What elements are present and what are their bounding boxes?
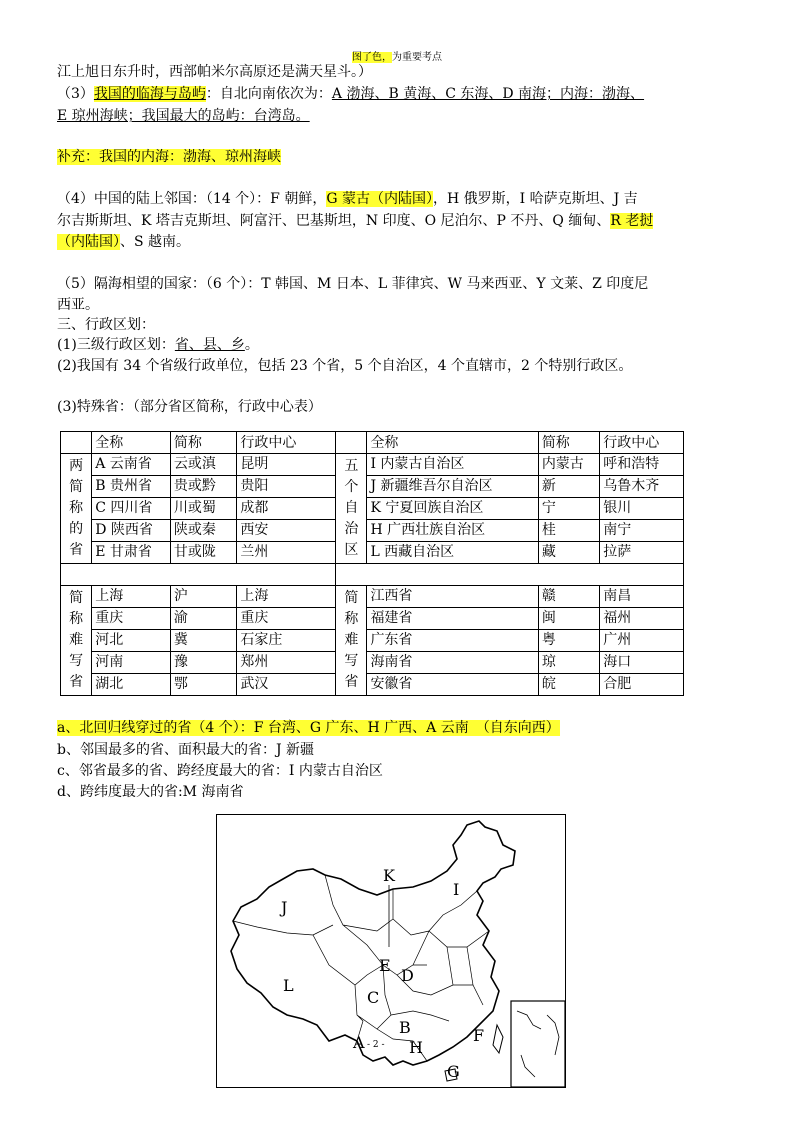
neighbors-text-a: （4）中国的陆上邻国：（14 个）：F 朝鲜， xyxy=(57,191,327,207)
header-capital-2: 行政中心 xyxy=(600,432,684,454)
header-capital: 行政中心 xyxy=(237,432,336,454)
col-fullname-d xyxy=(367,586,538,696)
col-capital-d xyxy=(600,586,684,696)
cell: 江西省 xyxy=(367,586,537,608)
cell: 内蒙古 xyxy=(539,454,599,476)
cell: 冀 xyxy=(171,630,237,652)
cell: 贵或黔 xyxy=(171,476,237,498)
neighbors-mongolia: G 蒙古（内陆国） xyxy=(326,191,433,207)
neighbors-landlocked: （内陆国） xyxy=(57,234,120,250)
cell: E 甘肃省 xyxy=(95,544,152,560)
text-line-1: 江上旭日东升时，西部帕米尔高原还是满天星斗。） xyxy=(57,64,372,80)
page-number: - 2 - xyxy=(367,1040,385,1050)
cell: 武汉 xyxy=(240,676,269,692)
cell: 云或滇 xyxy=(171,454,237,476)
cell: 海南省 xyxy=(367,652,537,674)
header-abbrev-2: 简称 xyxy=(538,432,599,454)
cell: 上海 xyxy=(92,586,170,608)
col-abbrev-a xyxy=(170,454,237,564)
cell: 重庆 xyxy=(92,608,170,630)
map-label-j: J xyxy=(281,898,288,917)
cell: 皖 xyxy=(541,676,556,692)
south-china-sea-inset xyxy=(511,1001,565,1087)
table-block-bottom xyxy=(61,586,684,696)
cell: 昆明 xyxy=(237,454,335,476)
cell: 贵阳 xyxy=(237,476,335,498)
sea-neighbors-line-2: 西亚。 xyxy=(57,297,99,313)
cell: 海口 xyxy=(600,652,683,674)
cell: 西安 xyxy=(237,520,335,542)
cell: 河南 xyxy=(92,652,170,674)
neighbors-line-2 xyxy=(57,212,653,230)
col-capital-a xyxy=(237,454,336,564)
col-fullname-b xyxy=(367,454,538,564)
side-label-autonomous: 五个自治区 xyxy=(336,454,367,564)
note-c: c、邻省最多的省、跨经度最大的省：I 内蒙古自治区 xyxy=(57,763,383,779)
map-label-b: B xyxy=(399,1018,411,1037)
cell: 合肥 xyxy=(603,676,632,692)
cell: 渝 xyxy=(171,608,237,630)
note-d: d、跨纬度最大的省:M 海南省 xyxy=(57,784,244,800)
cell: 南昌 xyxy=(600,586,683,608)
sea-neighbors-line-1: （5）隔海相望的国家：（6 个）：T 韩国、M 日本、L 菲律宾、W 马来西亚、Y 文莱、Z 印度尼 xyxy=(57,276,649,292)
cell: 闽 xyxy=(539,608,599,630)
cell: 桂 xyxy=(539,520,599,542)
cell: 川或蜀 xyxy=(171,498,237,520)
map-label-k: K xyxy=(383,866,395,885)
cell: 新 xyxy=(539,476,599,498)
cell: 甘或陇 xyxy=(173,544,216,560)
cell: A 云南省 xyxy=(92,454,170,476)
cell: 兰州 xyxy=(240,544,269,560)
seas-list: A 渤海、B 黄海、C 东海、D 南海；内海：渤海、 xyxy=(331,86,645,102)
cell: 广东省 xyxy=(367,630,537,652)
seas-heading: 我国的临海与岛屿 xyxy=(93,86,206,102)
cell: 呼和浩特 xyxy=(600,454,683,476)
note-a xyxy=(57,719,560,737)
col-capital-c xyxy=(237,586,336,696)
cell: 郑州 xyxy=(237,652,335,674)
cell: 粤 xyxy=(539,630,599,652)
cell: 广州 xyxy=(600,630,683,652)
cell: 石家庄 xyxy=(237,630,335,652)
taiwan-island xyxy=(493,1025,503,1053)
cell: 豫 xyxy=(171,652,237,674)
side-label-hard-left: 简称难写省 xyxy=(61,586,92,696)
cell: I 内蒙古自治区 xyxy=(367,454,537,476)
map-label-d: D xyxy=(401,966,414,985)
table-header-row xyxy=(61,432,684,454)
cell: 南宁 xyxy=(600,520,683,542)
section-heading: 三、行政区划： xyxy=(57,317,155,333)
cell: D 陕西省 xyxy=(92,520,170,542)
text-line-islands: E 琼州海峡；我国最大的岛屿：台湾岛。 xyxy=(57,108,310,124)
division-line-3: (3)特殊省：（部分省区简称，行政中心表） xyxy=(57,399,322,415)
division-end: 。 xyxy=(244,337,259,353)
map-label-f: F xyxy=(473,1026,485,1045)
map-label-h: H xyxy=(409,1038,423,1057)
neighbors-line-1 xyxy=(57,190,638,208)
map-label-e: E xyxy=(379,956,391,975)
cell: 湖北 xyxy=(95,676,124,692)
neighbors-text-c: 尔吉斯斯坦、K 塔吉克斯坦、阿富汗、巴基斯坦，N 印度、O 尼泊尔、P 不丹、Q 缅甸、 xyxy=(57,213,611,229)
cell: 拉萨 xyxy=(603,544,632,560)
supplement-text: 补充：我国的内海：渤海、琼州海峡 xyxy=(57,149,281,165)
cell: 重庆 xyxy=(237,608,335,630)
header-fullname-2: 全称 xyxy=(367,432,538,454)
col-abbrev-b xyxy=(538,454,599,564)
col-fullname-a xyxy=(92,454,171,564)
cell: 福建省 xyxy=(367,608,537,630)
cell: 沪 xyxy=(171,586,237,608)
cell: 藏 xyxy=(541,544,556,560)
cell: 成都 xyxy=(237,498,335,520)
cell: 琼 xyxy=(539,652,599,674)
seas-prefix: （3） xyxy=(57,86,94,102)
division-line-2: (2)我国有 34 个省级行政单位，包括 23 个省，5 个自治区，4 个直辖市，2 个特别行政区。 xyxy=(57,358,633,374)
map-label-a: A xyxy=(353,1033,365,1052)
cell: 上海 xyxy=(237,586,335,608)
table-block-top xyxy=(61,454,684,564)
side-label-hard-right: 简称难写省 xyxy=(336,586,367,696)
side-label-two-abbrev: 两简称的省 xyxy=(61,454,92,564)
note-b: b、邻国最多的省、面积最大的省：J 新疆 xyxy=(57,742,315,758)
cell: 河北 xyxy=(92,630,170,652)
cell: 赣 xyxy=(539,586,599,608)
province-table xyxy=(60,431,684,696)
map-label-g: G xyxy=(447,1062,460,1081)
neighbors-text-b: ，H 俄罗斯，I 哈萨克斯坦、J 吉 xyxy=(432,191,638,207)
cell: 陕或秦 xyxy=(171,520,237,542)
division-line-1 xyxy=(57,336,259,354)
cell: J 新疆维吾尔自治区 xyxy=(367,476,537,498)
neighbors-laos: R 老挝 xyxy=(610,213,654,229)
cell: K 宁夏回族自治区 xyxy=(367,498,537,520)
map-svg xyxy=(217,815,565,1087)
china-province-map xyxy=(216,814,566,1088)
text-line-seas xyxy=(57,85,644,103)
cell: C 四川省 xyxy=(92,498,170,520)
cell: H 广西壮族自治区 xyxy=(367,520,537,542)
cell: 鄂 xyxy=(173,676,188,692)
map-label-l: L xyxy=(283,976,294,995)
division-prefix: (1)三级行政区划： xyxy=(57,337,175,353)
header-fullname: 全称 xyxy=(92,432,171,454)
division-levels: 省、县、乡 xyxy=(174,337,245,353)
header-highlight: 图了色， xyxy=(352,52,392,63)
map-label-c: C xyxy=(367,988,380,1007)
note-a-text: a、北回归线穿过的省（4 个）：F 台湾、G 广东、H 广西、A 云南 （自东向西） xyxy=(57,720,560,736)
neighbors-text-d: 、S 越南。 xyxy=(120,234,191,250)
cell: 福州 xyxy=(600,608,683,630)
cell: 宁 xyxy=(539,498,599,520)
seas-mid: ：自北向南依次为： xyxy=(205,86,332,102)
col-fullname-c xyxy=(92,586,171,696)
col-abbrev-d xyxy=(538,586,599,696)
supplement-line xyxy=(57,148,281,166)
cell: L 西藏自治区 xyxy=(370,544,455,560)
header-abbrev: 简称 xyxy=(170,432,237,454)
cell: B 贵州省 xyxy=(92,476,170,498)
map-label-i: I xyxy=(453,880,460,899)
cell: 乌鲁木齐 xyxy=(600,476,683,498)
header-rest: 为重要考点 xyxy=(392,52,442,63)
page-header-note xyxy=(0,48,794,63)
cell: 安徽省 xyxy=(370,676,413,692)
neighbors-line-3 xyxy=(57,233,190,251)
col-abbrev-c xyxy=(170,586,237,696)
table-spacer-row xyxy=(61,564,684,586)
col-capital-b xyxy=(600,454,684,564)
cell: 银川 xyxy=(600,498,683,520)
